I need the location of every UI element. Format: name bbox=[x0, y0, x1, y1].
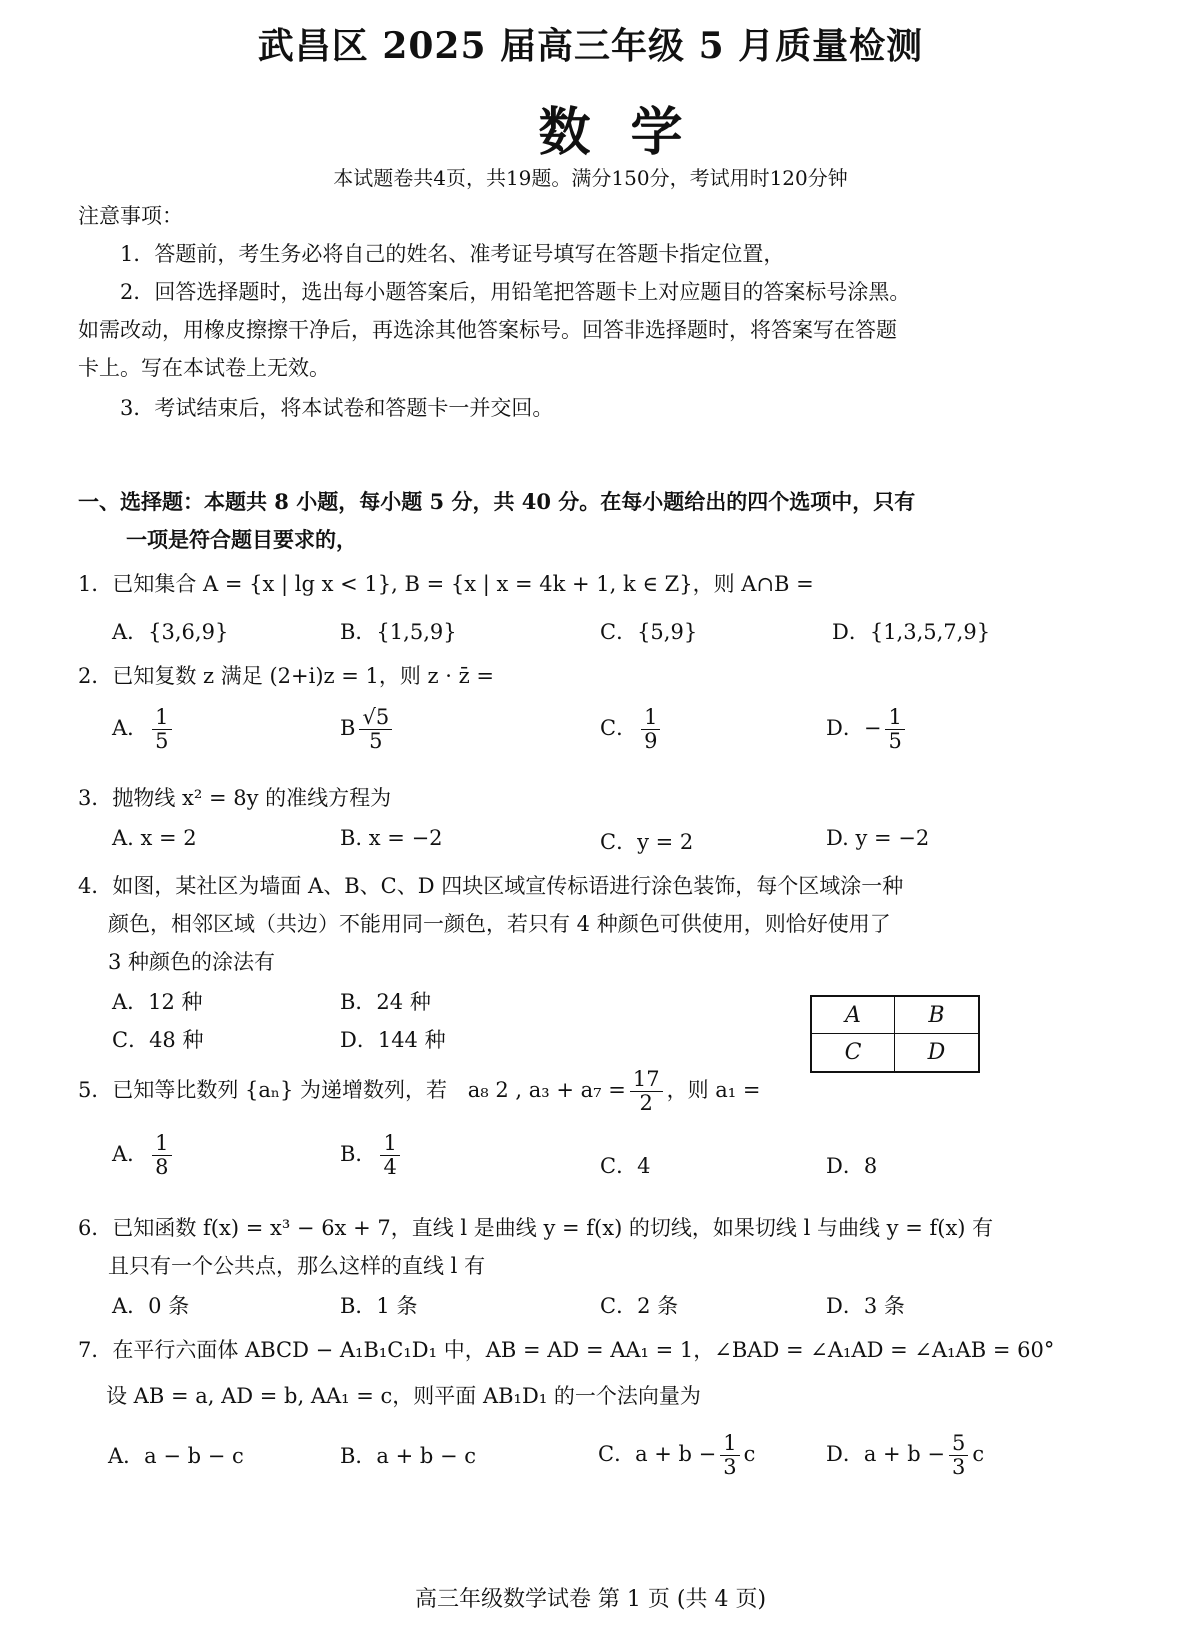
q3-option-d: D. y = −2 bbox=[826, 826, 930, 850]
section-heading-line-1: 一、选择题：本题共 8 小题，每小题 5 分，共 40 分。在每小题给出的四个选项中，只有 bbox=[78, 489, 916, 514]
q2-option-a-label: A． bbox=[112, 716, 149, 741]
q5-stem bbox=[78, 1068, 760, 1115]
q5-stem-mid: a₈ 2 , a₃ + a₇ = bbox=[467, 1078, 626, 1103]
q2-option-c-fraction bbox=[641, 706, 660, 753]
q5-stem-post: ，则 a₁ = bbox=[666, 1078, 761, 1103]
fraction-numerator: 17 bbox=[630, 1068, 663, 1092]
q5-option-a-fraction bbox=[152, 1132, 171, 1179]
q4-option-a: A．12 种 bbox=[112, 990, 203, 1014]
q5-stem-fraction bbox=[630, 1068, 663, 1115]
q6-option-a: A．0 条 bbox=[112, 1294, 190, 1318]
q6-stem-line-2: 且只有一个公共点，那么这样的直线 l 有 bbox=[108, 1254, 486, 1278]
q3-stem: 3．抛物线 x² = 8y 的准线方程为 bbox=[78, 786, 392, 810]
note-2-line-1: 2．回答选择题时，选出每小题答案后，用铅笔把答题卡上对应题目的答案标号涂黑。 bbox=[120, 280, 911, 304]
q2-stem: 2．已知复数 z 满足 (2+i)z = 1，则 z · z̄ = bbox=[78, 664, 494, 688]
fraction-denominator: 2 bbox=[639, 1091, 653, 1116]
q6-stem-line-1: 6．已知函数 f(x) = x³ − 6x + 7，直线 l 是曲线 y = f(x) 的切线，如果切线 l 与曲线 y = f(x) 有 bbox=[78, 1216, 994, 1240]
q1-option-a: A．{3,6,9} bbox=[112, 620, 229, 644]
q2-option-c-label: C． bbox=[600, 716, 638, 741]
q7-option-d-tail: c bbox=[972, 1442, 985, 1467]
q7-option-d-label: D．a + b − bbox=[826, 1442, 946, 1467]
q5-option-b-label: B． bbox=[340, 1142, 377, 1167]
q4-stem-line-2: 颜色，相邻区域（共边）不能用同一颜色，若只有 4 种颜色可供使用，则恰好使用了 bbox=[108, 912, 891, 936]
region-d: D bbox=[927, 1040, 946, 1065]
q5-option-b-fraction bbox=[380, 1132, 399, 1179]
q7-stem-line-1: 7．在平行六面体 ABCD − A₁B₁C₁D₁ 中，AB = AD = AA₁ = 1，∠BAD = ∠A₁AD = ∠A₁AB = 60° bbox=[78, 1338, 1055, 1362]
q5-stem-pre: 5．已知等比数列 {aₙ} 为递增数列，若 bbox=[78, 1078, 448, 1103]
section-heading-line-2: 一项是符合题目要求的， bbox=[126, 527, 357, 552]
fraction-numerator: 1 bbox=[641, 706, 660, 730]
fraction-denominator: 9 bbox=[644, 729, 658, 754]
q4-option-c: C．48 种 bbox=[112, 1028, 204, 1052]
fraction-denominator: 8 bbox=[155, 1155, 169, 1180]
fraction-denominator: 5 bbox=[369, 729, 383, 754]
fraction-numerator: 1 bbox=[720, 1432, 739, 1456]
q5-option-a bbox=[112, 1132, 176, 1179]
q6-option-d: D．3 条 bbox=[826, 1294, 905, 1318]
q7-option-b: B．a + b − c bbox=[340, 1444, 477, 1468]
q2-option-a bbox=[112, 706, 176, 753]
fraction-numerator: 5 bbox=[949, 1432, 968, 1456]
q4-region-diagram bbox=[810, 995, 980, 1073]
q4-stem-line-3: 3 种颜色的涂法有 bbox=[108, 950, 276, 974]
q4-stem-line-1: 4．如图，某社区为墙面 A、B、C、D 四块区域宣传标语进行涂色装饰，每个区域涂一种 bbox=[78, 874, 904, 898]
note-2-line-2: 如需改动，用橡皮擦擦干净后，再选涂其他答案标号。回答非选择题时，将答案写在答题 bbox=[78, 318, 897, 342]
exam-info: 本试题卷共4页，共19题。满分150分，考试用时120分钟 bbox=[333, 166, 848, 190]
q7-option-a: A．a − b − c bbox=[108, 1444, 244, 1468]
fraction-denominator: 3 bbox=[723, 1455, 737, 1480]
q1-option-d: D．{1,3,5,7,9} bbox=[832, 620, 991, 644]
q7-option-d-fraction bbox=[949, 1432, 968, 1479]
minus-sign: − bbox=[863, 716, 882, 741]
q1-stem: 1．已知集合 A = {x | lg x < 1}, B = {x | x = 4k + 1, k ∈ Z}，则 A∩B = bbox=[78, 572, 814, 596]
q7-stem-line-2: 设 AB = a, AD = b, AA₁ = c，则平面 AB₁D₁ 的一个法向量为 bbox=[106, 1384, 701, 1408]
subject-title: 数学 bbox=[538, 102, 723, 163]
q2-option-d bbox=[826, 706, 909, 753]
note-3: 3．考试结束后，将本试卷和答题卡一并交回。 bbox=[120, 396, 554, 420]
q7-option-c-label: C．a + b − bbox=[598, 1442, 717, 1467]
fraction-numerator: 1 bbox=[152, 706, 171, 730]
q3-option-a: A. x = 2 bbox=[112, 826, 197, 850]
q6-option-b: B．1 条 bbox=[340, 1294, 418, 1318]
q2-option-b-label: B bbox=[340, 716, 356, 741]
fraction-denominator: 4 bbox=[383, 1155, 397, 1180]
q1-option-c: C．{5,9} bbox=[600, 620, 698, 644]
q7-option-c bbox=[598, 1432, 755, 1479]
q1-option-b: B．{1,5,9} bbox=[340, 620, 457, 644]
q5-option-a-label: A． bbox=[112, 1142, 149, 1167]
q3-option-c: C．y = 2 bbox=[600, 830, 694, 854]
region-a: A bbox=[812, 997, 895, 1034]
note-1: 1．答题前，考生务必将自己的姓名、准考证号填写在答题卡指定位置， bbox=[120, 242, 785, 266]
fraction-denominator: 3 bbox=[952, 1455, 966, 1480]
fraction-numerator: √5 bbox=[359, 706, 392, 730]
region-c: C bbox=[812, 1034, 895, 1071]
q2-option-c bbox=[600, 706, 664, 753]
note-2-line-3: 卡上。写在本试卷上无效。 bbox=[78, 356, 330, 380]
fraction-numerator: 1 bbox=[152, 1132, 171, 1156]
q7-option-d bbox=[826, 1432, 984, 1479]
q7-option-c-fraction bbox=[720, 1432, 739, 1479]
q2-option-d-fraction bbox=[885, 706, 904, 753]
q2-option-b-fraction bbox=[359, 706, 392, 753]
region-b: B bbox=[895, 997, 978, 1034]
fraction-numerator: 1 bbox=[885, 706, 904, 730]
q2-option-b bbox=[340, 706, 396, 753]
q7-option-c-tail: c bbox=[743, 1442, 756, 1467]
exam-title: 武昌区 2025 届高三年级 5 月质量检测 bbox=[257, 25, 924, 67]
q5-option-d: D．8 bbox=[826, 1154, 878, 1178]
notes-heading: 注意事项： bbox=[78, 204, 183, 228]
q2-option-d-label: D． bbox=[826, 716, 864, 741]
q5-option-b bbox=[340, 1132, 404, 1179]
q2-option-a-fraction bbox=[152, 706, 171, 753]
fraction-denominator: 5 bbox=[888, 729, 902, 754]
fraction-numerator: 1 bbox=[380, 1132, 399, 1156]
q3-option-b: B. x = −2 bbox=[340, 826, 443, 850]
q4-option-d: D．144 种 bbox=[340, 1028, 446, 1052]
q5-option-c: C．4 bbox=[600, 1154, 651, 1178]
fraction-denominator: 5 bbox=[155, 729, 169, 754]
q6-option-c: C．2 条 bbox=[600, 1294, 679, 1318]
page-footer: 高三年级数学试卷 第 1 页 (共 4 页) bbox=[414, 1587, 767, 1612]
q4-option-b: B．24 种 bbox=[340, 990, 431, 1014]
